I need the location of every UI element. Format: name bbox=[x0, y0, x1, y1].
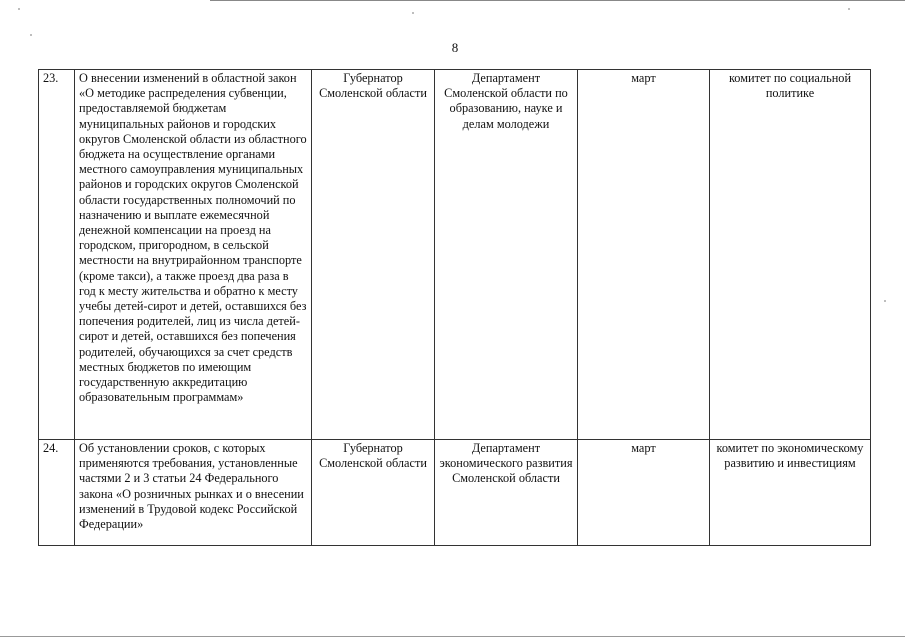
bill-title: Об установлении сроков, с которых применяются требования, установленные частями 2 и 3 статьи 24 Федерального закона «О розничных рынках и о внесении изменений в Трудовой кодекс Российской Федерации» bbox=[75, 440, 312, 546]
initiator-cell: Губернатор Смоленской области bbox=[312, 70, 435, 440]
term-cell: март bbox=[578, 440, 710, 546]
legislation-plan-table bbox=[38, 69, 871, 546]
bill-title: О внесении изменений в областной закон «О методике распределения субвенции, предоставляемой бюджетам муниципальных районов и городских округов Смоленской области из областного бюджета на осуществление органами местного самоуправления муниципальных районов и городских округов Смоленской области государственных полномочий по назначению и выплате ежемесячной денежной компенсации на проезд на городском, пригородном, в сельской местности на внутрирайонном транспорте (кроме такси), а также проезд два раза в год к месту жительства и обратно к месту учебы детей-сирот и детей, оставшихся без попечения родителей, лиц из числа детей-сирот и детей, оставшихся без попечения родителей, обучающихся за счет средств местных бюджетов по имеющим государственную аккредитацию образовательным программам» bbox=[75, 70, 312, 440]
page-top-edge bbox=[210, 0, 905, 1]
scan-speck bbox=[30, 34, 32, 36]
term-cell: март bbox=[578, 70, 710, 440]
initiator-cell: Губернатор Смоленской области bbox=[312, 440, 435, 546]
table-row bbox=[39, 70, 871, 440]
scan-speck bbox=[848, 8, 850, 10]
page-number: 8 bbox=[451, 40, 459, 55]
department-cell: Департамент Смоленской области по образованию, науке и делам молодежи bbox=[435, 70, 578, 440]
page-bottom-edge bbox=[0, 636, 905, 637]
table-row bbox=[39, 440, 871, 546]
scan-speck bbox=[18, 8, 20, 10]
scan-speck bbox=[412, 12, 414, 14]
scan-speck bbox=[884, 300, 886, 302]
responsible-committee-cell: комитет по экономическому развитию и инвестициям bbox=[710, 440, 871, 546]
department-cell: Департамент экономического развития Смоленской области bbox=[435, 440, 578, 546]
responsible-committee-cell: комитет по социальной политике bbox=[710, 70, 871, 440]
row-number: 24. bbox=[39, 440, 75, 546]
row-number: 23. bbox=[39, 70, 75, 440]
